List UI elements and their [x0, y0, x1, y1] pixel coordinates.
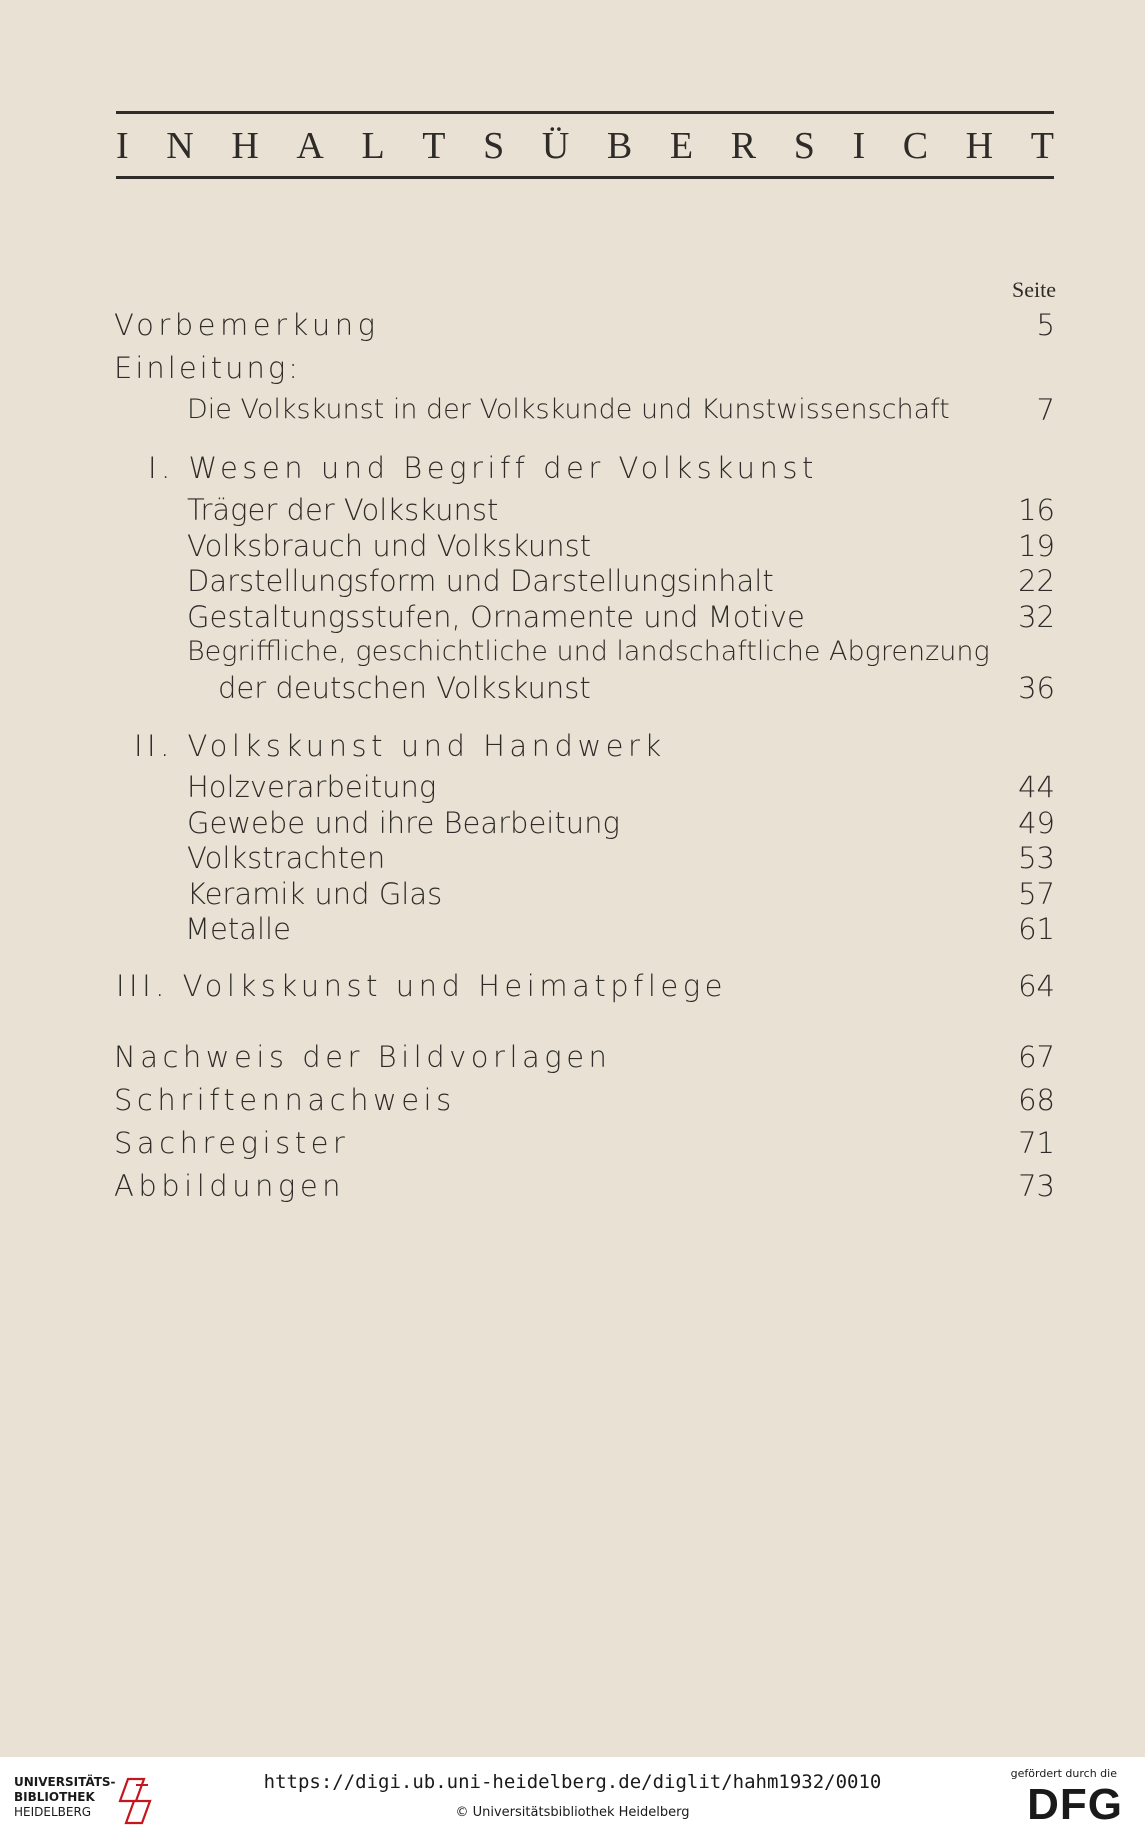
toc-entry-sachregister: [0, 1123, 1145, 1163]
toc-entry-volkstrachten: [0, 838, 1145, 878]
title-letter: S: [483, 125, 505, 167]
copyright-notice: © Universitätsbibliothek Heidelberg: [455, 1805, 690, 1820]
toc-page-number: 49: [1018, 806, 1055, 840]
toc-entry-gestaltungsstufen: [0, 597, 1145, 637]
toc-label: Sachregister: [114, 1126, 350, 1160]
toc-page-number: 7: [1036, 393, 1055, 427]
toc-label: Vorbemerkung: [114, 308, 380, 342]
toc-label: II. Volkskunst und Handwerk: [134, 729, 666, 763]
title-letter: T: [422, 125, 446, 167]
toc-page-number: 53: [1018, 841, 1055, 875]
toc-page-number: 61: [1018, 912, 1055, 946]
toc-page-number: 16: [1018, 493, 1055, 527]
dfg-logo[interactable]: DFG: [1027, 1780, 1123, 1829]
toc-label: Abbildungen: [114, 1169, 346, 1203]
toc-label: Volkstrachten: [187, 841, 386, 875]
title-letter: S: [793, 125, 815, 167]
toc-page-number: 19: [1018, 529, 1055, 563]
footer-bar: [0, 1757, 1145, 1837]
toc-entry-nachweis: [0, 1037, 1145, 1077]
citation-url[interactable]: https://digi.ub.uni-heidelberg.de/diglit/hahm1932/0010: [263, 1771, 882, 1793]
toc-label: Metalle: [185, 912, 291, 946]
toc-entry-darstellungsform: [0, 561, 1145, 601]
toc-page-number: 73: [1018, 1169, 1055, 1203]
toc-label: Gestaltungsstufen, Ornamente und Motive: [187, 600, 805, 634]
toc-label: I. Wesen und Begriff der Volkskunst: [148, 451, 818, 485]
page-column-header: Seite: [1012, 277, 1056, 302]
toc-section-i: [0, 448, 1145, 488]
toc-page-number: 68: [1018, 1083, 1055, 1117]
toc-label: Einleitung:: [114, 351, 302, 385]
toc-page-number: 57: [1018, 877, 1055, 911]
toc-section-iii: [0, 966, 1145, 1006]
toc-entry-einleitung: [0, 348, 1145, 388]
toc-entry-begriffliche-cont: [0, 668, 1145, 708]
toc-page-number: 67: [1018, 1040, 1055, 1074]
toc-label: Volksbrauch und Volkskunst: [187, 529, 592, 563]
toc-page-number: 22: [1018, 564, 1055, 598]
toc-label: Schriftennachweis: [114, 1083, 456, 1117]
toc-label: der deutschen Volkskunst: [218, 671, 591, 705]
toc-entry-metalle: [0, 909, 1145, 949]
top-rule: [116, 111, 1054, 114]
title-letter: I: [116, 125, 129, 167]
title-letter: E: [669, 125, 694, 167]
toc-label: Träger der Volkskunst: [187, 493, 499, 527]
funding-caption: gefördert durch die: [1010, 1767, 1117, 1780]
toc-label: Nachweis der Bildvorlagen: [114, 1040, 612, 1074]
toc-page-number: 64: [1018, 969, 1055, 1003]
toc-label: Die Volkskunst in der Volkskunde und Kunstwissenschaft: [187, 394, 950, 425]
library-name-line: UNIVERSITÄTS-: [14, 1775, 116, 1789]
title-letter: C: [902, 125, 929, 167]
toc-entry-gewebe: [0, 803, 1145, 843]
toc-label: III. Volkskunst und Heimatpflege: [116, 969, 727, 1003]
toc-entry-volksbrauch: [0, 526, 1145, 566]
toc-page-number: 71: [1018, 1126, 1055, 1160]
title-letter: H: [231, 125, 259, 167]
toc-entry-schriftennachweis: [0, 1080, 1145, 1120]
title-letter: T: [1030, 125, 1054, 167]
title-letter: I: [852, 125, 866, 167]
toc-entry-vorbemerkung: [0, 305, 1145, 345]
library-name-line: HEIDELBERG: [14, 1805, 92, 1819]
toc-section-ii: [0, 726, 1145, 766]
title-letter: R: [730, 125, 757, 167]
toc-label: Darstellungsform und Darstellungsinhalt: [187, 564, 774, 598]
title-letter: Ü: [541, 125, 570, 167]
library-name-line: BIBLIOTHEK: [14, 1790, 95, 1804]
title-letter: A: [296, 125, 324, 167]
toc-page-number: 5: [1036, 308, 1055, 342]
page-title: [116, 124, 1054, 168]
bottom-rule: [116, 176, 1054, 179]
toc-entry-einleitung-sub: [0, 390, 1145, 430]
title-letter: L: [361, 125, 385, 167]
toc-label: Begriffliche, geschichtliche und landschaftliche Abgrenzung: [187, 636, 990, 667]
toc-page-number: 32: [1018, 600, 1055, 634]
toc-entry-keramik: [0, 874, 1145, 914]
toc-label: Keramik und Glas: [187, 877, 443, 911]
toc-entry-begriffliche: [0, 632, 1145, 672]
title-letter: H: [965, 125, 994, 167]
toc-entry-traeger: [0, 490, 1145, 530]
title-letter: B: [606, 125, 633, 167]
title-letter: N: [166, 125, 194, 167]
toc-label: Gewebe und ihre Bearbeitung: [187, 806, 620, 840]
toc-page-number: 36: [1018, 671, 1055, 705]
toc-page-number: 44: [1018, 770, 1055, 804]
toc-label: Holzverarbeitung: [187, 770, 437, 804]
toc-entry-holz: [0, 767, 1145, 807]
toc-entry-abbildungen: [0, 1166, 1145, 1206]
